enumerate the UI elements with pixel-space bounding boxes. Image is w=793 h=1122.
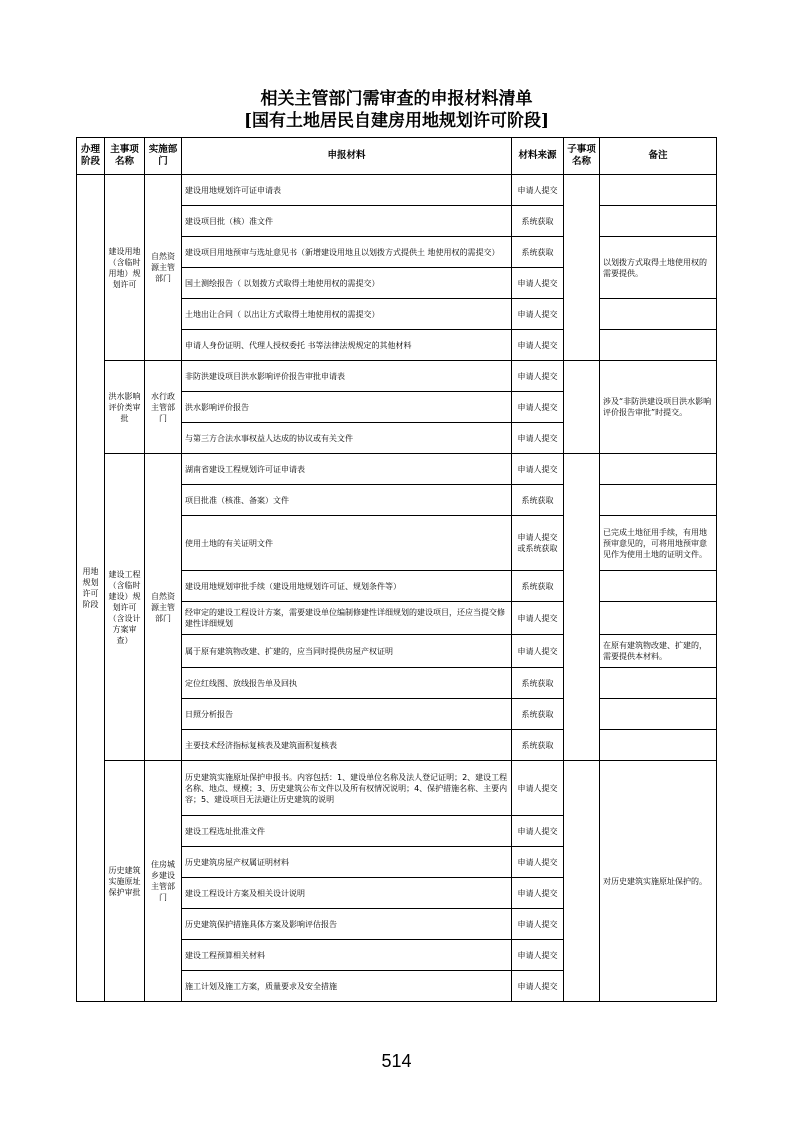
material-cell: 建设工程预算相关材料 (182, 940, 512, 971)
material-cell: 申请人身份证明、代理人授权委托 书等法律法规规定的其他材料 (182, 330, 512, 361)
material-cell: 洪水影响评价报告 (182, 392, 512, 423)
note-cell: 对历史建筑实施原址保护的。 (600, 761, 717, 1002)
materials-table (76, 137, 717, 1002)
note-cell (600, 175, 717, 206)
stage-cell: 用地规划许可阶段 (77, 175, 105, 1002)
note-cell (600, 602, 717, 635)
source-cell: 申请人提交 (512, 299, 564, 330)
source-cell: 申请人提交 (512, 940, 564, 971)
material-cell: 土地出让合同（ 以出让方式取得土地使用权的需提交） (182, 299, 512, 330)
source-cell: 系统获取 (512, 668, 564, 699)
page-subtitle: [国有土地居民自建房用地规划许可阶段] (243, 111, 550, 131)
material-cell: 建设用地规划审批手续（建设用地规划许可证、规划条件等） (182, 571, 512, 602)
dept-cell: 自然资源主管部门 (145, 175, 182, 361)
table-header-row (77, 138, 717, 175)
material-cell: 湖南省建设工程规划许可证申请表 (182, 454, 512, 485)
header-stage: 办理阶段 (77, 138, 105, 175)
material-cell: 建设工程选址批准文件 (182, 816, 512, 847)
source-cell: 系统获取 (512, 571, 564, 602)
item-cell: 洪水影响评价类审批 (105, 361, 145, 454)
table-row (77, 361, 717, 392)
material-cell: 定位红线图、放线报告单及回执 (182, 668, 512, 699)
source-cell: 申请人提交 (512, 175, 564, 206)
dept-cell: 自然资源主管部门 (145, 454, 182, 761)
dept-cell: 住房城乡建设主管部门 (145, 761, 182, 1002)
note-cell (600, 454, 717, 485)
source-cell: 申请人提交 (512, 635, 564, 668)
header-sub: 子事项名称 (564, 138, 600, 175)
source-cell: 申请人提交 (512, 423, 564, 454)
material-cell: 使用土地的有关证明文件 (182, 516, 512, 571)
header-source: 材料来源 (512, 138, 564, 175)
source-cell: 系统获取 (512, 730, 564, 761)
page-title: 相关主管部门需审查的申报材料清单 (260, 89, 533, 109)
material-cell: 历史建筑实施原址保护申报书。内容包括：1、建设单位名称及法人登记证明；2、建设工程名称、地点、规模；3、历史建筑公布文件以及所有权情况说明；4、保护措施名称、主要内容；5、建设项目无法避让历史建筑的说明 (182, 761, 512, 816)
item-cell: 建设工程（含临时建设）规划许可（含设计方案审查） (105, 454, 145, 761)
material-cell: 经审定的建设工程设计方案，需要建设单位编制修建性详细规划的建设项目，还应当提交修建性详细规划 (182, 602, 512, 635)
table-row (77, 175, 717, 206)
source-cell: 申请人提交 (512, 392, 564, 423)
source-cell: 申请人提交 (512, 878, 564, 909)
material-cell: 建设工程设计方案及相关设计说明 (182, 878, 512, 909)
source-cell: 申请人提交 (512, 602, 564, 635)
source-cell: 申请人提交 (512, 454, 564, 485)
source-cell: 申请人提交 (512, 268, 564, 299)
item-cell: 历史建筑实施原址保护审批 (105, 761, 145, 1002)
source-cell: 申请人提交 (512, 971, 564, 1002)
note-cell (600, 299, 717, 330)
material-cell: 建设项目用地预审与选址意见书（新增建设用地且以划拨方式提供土 地使用权的需提交） (182, 237, 512, 268)
material-cell: 历史建筑保护措施具体方案及影响评估报告 (182, 909, 512, 940)
material-cell: 建设用地规划许可证申请表 (182, 175, 512, 206)
note-cell: 以划拨方式取得土地使用权的需要提供。 (600, 237, 717, 299)
material-cell: 项目批准（核准、备案）文件 (182, 485, 512, 516)
source-cell: 系统获取 (512, 485, 564, 516)
material-cell: 建设项目批（核）准文件 (182, 206, 512, 237)
note-cell: 已完成土地征用手续，有用地预审意见的，可将用地预审意见作为使用土地的证明文件。 (600, 516, 717, 571)
header-material: 申报材料 (182, 138, 512, 175)
material-cell: 与第三方合法水事权益人达成的协议或有关文件 (182, 423, 512, 454)
material-cell: 主要技术经济指标复核表及建筑面积复核表 (182, 730, 512, 761)
note-cell (600, 485, 717, 516)
source-cell: 系统获取 (512, 206, 564, 237)
source-cell: 申请人提交 (512, 330, 564, 361)
source-cell: 申请人提交 (512, 909, 564, 940)
source-cell: 申请人提交 (512, 761, 564, 816)
note-cell: 涉及“非防洪建设项目洪水影响评价报告审批”时提交。 (600, 361, 717, 454)
source-cell: 申请人提交 (512, 816, 564, 847)
material-cell: 历史建筑房屋产权属证明材料 (182, 847, 512, 878)
material-cell: 国土测绘报告（ 以划拨方式取得土地使用权的需提交） (182, 268, 512, 299)
source-cell: 系统获取 (512, 237, 564, 268)
sub-cell (564, 454, 600, 761)
dept-cell: 水行政主管部门 (145, 361, 182, 454)
header-note: 备注 (600, 138, 717, 175)
material-cell: 属于原有建筑物改建、扩建的，应当同时提供房屋产权证明 (182, 635, 512, 668)
note-cell: 在原有建筑物改建、扩建的，需要提供本材料。 (600, 635, 717, 668)
note-cell (600, 668, 717, 699)
note-cell (600, 206, 717, 237)
sub-cell (564, 175, 600, 361)
note-cell (600, 330, 717, 361)
material-cell: 施工计划及施工方案，质量要求及安全措施 (182, 971, 512, 1002)
header-dept: 实施部门 (145, 138, 182, 175)
page-number: 514 (381, 1051, 412, 1071)
source-cell: 申请人提交 (512, 847, 564, 878)
source-cell: 申请人提交或系统获取 (512, 516, 564, 571)
sub-cell (564, 361, 600, 454)
note-cell (600, 571, 717, 602)
material-cell: 非防洪建设项目洪水影响评价报告审批申请表 (182, 361, 512, 392)
header-item: 主事项名称 (105, 138, 145, 175)
note-cell (600, 699, 717, 730)
material-cell: 日照分析报告 (182, 699, 512, 730)
item-cell: 建设用地（含临时用地）规划许可 (105, 175, 145, 361)
source-cell: 系统获取 (512, 699, 564, 730)
note-cell (600, 730, 717, 761)
table-row (77, 454, 717, 485)
sub-cell (564, 761, 600, 1002)
table-row (77, 761, 717, 816)
source-cell: 申请人提交 (512, 361, 564, 392)
